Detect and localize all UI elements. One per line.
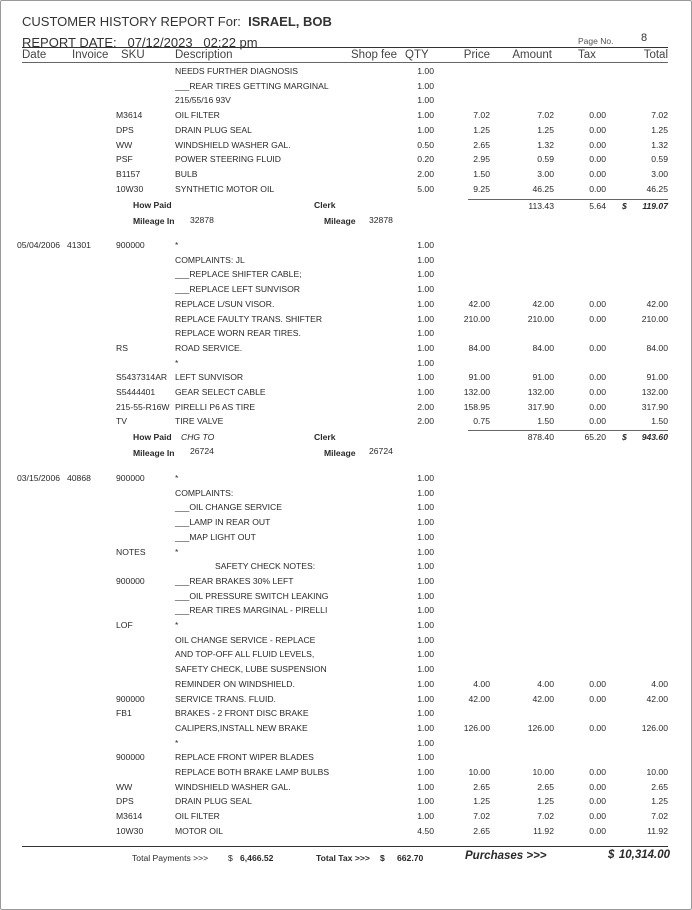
col-description: Description <box>175 49 233 61</box>
total-payments-currency: $ <box>228 853 233 863</box>
line-qty: 1.00 <box>417 605 434 616</box>
col-amount: Amount <box>512 49 552 61</box>
invoice-1-sum-amount: 113.43 <box>528 201 554 211</box>
line-total: 84.00 <box>646 342 668 353</box>
line-desc: MOTOR OIL <box>175 825 224 836</box>
line-total: 132.00 <box>641 387 668 397</box>
line-desc: OIL CHANGE SERVICE - REPLACE <box>175 634 316 645</box>
line-desc: POWER STEERING FLUID <box>175 154 281 165</box>
invoice-2-sum-rule <box>468 430 668 431</box>
line-total: 0.59 <box>651 154 668 165</box>
line-desc: SAFETY CHECK NOTES: <box>215 561 316 572</box>
line-qty: 1.00 <box>417 298 434 309</box>
line-tax: 0.00 <box>589 678 606 689</box>
line-price: 158.95 <box>463 401 490 412</box>
line-desc: REPLACE L/SUN VISOR. <box>175 298 275 309</box>
line-qty: 2.00 <box>417 416 434 427</box>
line-qty: 0.20 <box>417 154 434 165</box>
mileage-in-label: Mileage In <box>133 216 175 226</box>
line-desc: BULB <box>175 168 198 179</box>
col-price: Price <box>463 49 490 61</box>
mileage-value: 26724 <box>369 446 393 456</box>
line-amount: 317.90 <box>527 401 554 412</box>
line-desc: SYNTHETIC MOTOR OIL <box>175 183 275 194</box>
line-desc: TIRE VALVE <box>175 416 224 427</box>
col-date: Date <box>22 49 47 61</box>
line-amount: 91.00 <box>532 372 554 383</box>
line-total: 46.25 <box>646 183 668 194</box>
how-paid-label: How Paid <box>133 200 172 210</box>
line-amount: 132.00 <box>527 387 554 397</box>
line-sku: 900000 <box>116 693 145 704</box>
line-qty: 1.00 <box>417 678 434 689</box>
line-tax: 0.00 <box>589 372 606 383</box>
line-desc: DRAIN PLUG SEAL <box>175 796 252 807</box>
line-desc: GEAR SELECT CABLE <box>175 387 266 397</box>
report-time: 02:22 pm <box>203 35 258 50</box>
line-qty: 1.00 <box>417 767 434 777</box>
line-amount: 1.25 <box>537 796 554 807</box>
line-amount: 210.00 <box>527 313 554 324</box>
invoice-1-currency: $ <box>622 201 627 211</box>
mileage-in-value: 26724 <box>190 446 214 456</box>
line-qty: 1.00 <box>417 796 434 807</box>
mileage-label: Mileage <box>324 448 356 458</box>
line-price: 126.00 <box>463 722 490 733</box>
line-total: 126.00 <box>641 722 668 733</box>
line-amount: 46.25 <box>532 183 554 194</box>
line-tax: 0.00 <box>589 124 606 135</box>
invoice-1-sum-rule <box>468 199 668 200</box>
line-qty: 1.00 <box>417 269 434 280</box>
line-total: 7.02 <box>651 110 668 121</box>
header-rule <box>22 47 668 48</box>
mileage-label: Mileage <box>324 216 356 226</box>
line-desc: ROAD SERVICE. <box>175 342 243 353</box>
line-sku: B1157 <box>116 168 141 179</box>
line-amount: 2.65 <box>537 781 554 792</box>
title-prefix: CUSTOMER HISTORY REPORT For: <box>22 14 241 29</box>
line-tax: 0.00 <box>589 183 606 194</box>
line-desc: ___REPLACE SHIFTER CABLE; <box>175 269 302 280</box>
line-qty: 1.00 <box>417 110 434 121</box>
line-qty: 1.00 <box>417 517 434 528</box>
invoice-2-currency: $ <box>622 432 627 442</box>
line-price: 91.00 <box>468 372 490 383</box>
line-desc: REMINDER ON WINDSHIELD. <box>175 678 295 689</box>
line-qty: 1.00 <box>417 575 434 586</box>
line-desc: LEFT SUNVISOR <box>175 372 244 383</box>
line-sku: TV <box>116 416 127 427</box>
line-desc: REPLACE BOTH BRAKE LAMP BULBS <box>175 767 330 777</box>
line-qty: 1.00 <box>417 124 434 135</box>
line-price: 1.25 <box>473 124 490 135</box>
line-qty: 1.00 <box>417 372 434 383</box>
line-tax: 0.00 <box>589 298 606 309</box>
line-qty: 1.00 <box>417 811 434 822</box>
line-total: 91.00 <box>646 372 668 383</box>
line-amount: 3.00 <box>537 168 554 179</box>
line-qty: 1.00 <box>417 634 434 645</box>
line-qty: 2.00 <box>417 401 434 412</box>
column-rule <box>22 62 668 63</box>
invoice-date: 03/15/2006 <box>17 473 61 483</box>
line-price: 132.00 <box>463 387 490 397</box>
line-qty: 1.00 <box>417 328 434 339</box>
line-tax: 0.00 <box>589 693 606 704</box>
line-price: 7.02 <box>473 110 490 121</box>
line-sku: DPS <box>116 124 134 135</box>
line-sku: 10W30 <box>116 825 144 836</box>
line-amount: 84.00 <box>532 342 554 353</box>
line-total: 210.00 <box>641 313 668 324</box>
invoice-number: 41301 <box>67 240 91 250</box>
line-qty: 1.00 <box>417 342 434 353</box>
line-desc: * <box>175 620 179 630</box>
line-desc: ___MAP LIGHT OUT <box>175 531 256 542</box>
line-desc: PIRELLI P6 AS TIRE <box>175 401 256 412</box>
line-total: 1.50 <box>651 416 668 427</box>
mileage-in-value: 32878 <box>190 215 214 225</box>
line-tax: 0.00 <box>589 110 606 121</box>
line-qty: 1.00 <box>417 531 434 542</box>
line-desc: ___LAMP IN REAR OUT <box>175 517 271 528</box>
clerk-label: Clerk <box>314 200 336 210</box>
line-sku: 900000 <box>116 240 145 250</box>
line-amount: 42.00 <box>532 298 554 309</box>
line-desc: ___OIL CHANGE SERVICE <box>175 502 282 513</box>
line-price: 210.00 <box>463 313 490 324</box>
line-qty: 1.00 <box>417 357 434 368</box>
col-sku: SKU <box>121 49 145 61</box>
line-sku: NOTES <box>116 546 146 557</box>
line-total: 1.25 <box>651 124 668 135</box>
page-number: 8 <box>641 32 648 44</box>
line-total: 317.90 <box>641 401 668 412</box>
line-total: 4.00 <box>651 678 668 689</box>
line-amount: 1.25 <box>537 124 554 135</box>
line-desc: SAFETY CHECK, LUBE SUSPENSION <box>175 664 327 675</box>
line-sku: S5444401 <box>116 387 156 397</box>
line-desc: 215/55/16 93V <box>175 95 231 106</box>
line-desc: BRAKES - 2 FRONT DISC BRAKE <box>175 708 309 719</box>
line-tax: 0.00 <box>589 139 606 150</box>
clerk-label: Clerk <box>314 432 336 442</box>
col-tax: Tax <box>578 49 596 61</box>
line-qty: 1.00 <box>417 546 434 557</box>
line-qty: 1.00 <box>417 708 434 719</box>
invoice-2-sum-amount: 878.40 <box>527 432 554 442</box>
line-desc: WINDSHIELD WASHER GAL. <box>175 139 291 150</box>
line-qty: 1.00 <box>417 313 434 324</box>
line-desc: ___REAR TIRES GETTING MARGINAL <box>175 80 329 91</box>
line-sku: M3614 <box>116 811 143 822</box>
line-sku: FB1 <box>116 708 132 719</box>
line-desc: DRAIN PLUG SEAL <box>175 124 252 135</box>
line-amount: 4.00 <box>537 678 554 689</box>
line-amount: 0.59 <box>537 154 554 165</box>
line-price: 42.00 <box>468 693 490 704</box>
col-total: Total <box>643 49 668 61</box>
line-amount: 7.02 <box>537 110 554 121</box>
line-tax: 0.00 <box>589 416 606 427</box>
line-desc: COMPLAINTS: JL <box>175 254 245 265</box>
col-invoice: Invoice <box>72 49 109 61</box>
line-qty: 5.00 <box>417 183 434 194</box>
line-price: 2.65 <box>473 825 490 836</box>
total-payments-label: Total Payments >>> <box>132 853 209 863</box>
line-price: 42.00 <box>468 298 490 309</box>
line-tax: 0.00 <box>589 387 606 397</box>
line-total: 1.32 <box>651 139 668 150</box>
line-qty: 1.00 <box>417 473 434 483</box>
line-price: 0.75 <box>473 416 490 427</box>
line-amount: 7.02 <box>537 811 554 822</box>
line-tax: 0.00 <box>589 401 606 412</box>
line-price: 1.50 <box>473 168 490 179</box>
line-sku: 215-55-R16W <box>116 401 170 412</box>
line-qty: 1.00 <box>417 284 434 295</box>
line-qty: 1.00 <box>417 561 434 572</box>
line-desc: CALIPERS,INSTALL NEW BRAKE <box>175 722 308 733</box>
line-sku: LOF <box>116 620 133 630</box>
line-price: 9.25 <box>473 183 490 194</box>
line-desc: ___OIL PRESSURE SWITCH LEAKING <box>175 590 329 601</box>
line-price: 2.95 <box>473 154 490 165</box>
line-desc: OIL FILTER <box>175 110 220 121</box>
line-qty: 4.50 <box>417 825 434 836</box>
line-desc: * <box>175 473 179 483</box>
line-desc: REPLACE FRONT WIPER BLADES <box>175 752 314 763</box>
line-sku: 900000 <box>116 575 145 586</box>
line-total: 7.02 <box>651 811 668 822</box>
invoice-1-sum-total: 119.07 <box>642 201 668 211</box>
line-sku: WW <box>116 139 133 150</box>
line-tax: 0.00 <box>589 168 606 179</box>
line-qty: 1.00 <box>417 752 434 763</box>
total-tax-currency: $ <box>380 853 385 863</box>
line-qty: 2.00 <box>417 168 434 179</box>
line-sku: PSF <box>116 154 133 165</box>
line-desc: * <box>175 546 179 557</box>
line-qty: 1.00 <box>417 487 434 498</box>
line-qty: 1.00 <box>417 254 434 265</box>
line-amount: 126.00 <box>527 722 554 733</box>
mileage-in-label: Mileage In <box>133 448 175 458</box>
line-desc: NEEDS FURTHER DIAGNOSIS <box>175 66 299 76</box>
line-sku: WW <box>116 781 133 792</box>
line-qty: 1.00 <box>417 95 434 106</box>
line-price: 2.65 <box>473 781 490 792</box>
line-total: 3.00 <box>651 168 668 179</box>
invoice-date: 05/04/2006 <box>17 240 61 250</box>
invoice-2-sum-total: 943.60 <box>641 432 668 442</box>
total-tax-label: Total Tax >>> <box>316 853 370 863</box>
line-desc: REPLACE FAULTY TRANS. SHIFTER <box>175 313 323 324</box>
line-amount: 11.92 <box>533 825 554 836</box>
line-amount: 1.50 <box>537 416 554 427</box>
line-total: 42.00 <box>646 298 668 309</box>
line-tax: 0.00 <box>589 811 606 822</box>
line-tax: 0.00 <box>589 781 606 792</box>
line-price: 84.00 <box>468 342 490 353</box>
line-total: 42.00 <box>646 693 668 704</box>
line-desc: ___REPLACE LEFT SUNVISOR <box>175 284 300 295</box>
line-desc: * <box>175 357 179 368</box>
line-qty: 1.00 <box>417 693 434 704</box>
line-sku: DPS <box>116 796 134 807</box>
line-desc: COMPLAINTS: <box>175 487 234 498</box>
line-qty: 1.00 <box>417 66 434 76</box>
line-qty: 1.00 <box>417 590 434 601</box>
line-qty: 1.00 <box>417 781 434 792</box>
line-sku: M3614 <box>116 110 143 121</box>
invoice-1-sum-tax: 5.64 <box>589 201 606 211</box>
line-desc: * <box>175 737 179 748</box>
line-price: 2.65 <box>473 139 490 150</box>
mileage-value: 32878 <box>369 215 393 225</box>
line-total: 2.65 <box>651 781 668 792</box>
line-sku: 900000 <box>116 752 145 763</box>
invoice-2-sum-tax: 65.20 <box>584 432 606 442</box>
line-amount: 10.00 <box>532 767 554 777</box>
line-qty: 1.00 <box>417 620 434 630</box>
line-sku: 900000 <box>116 473 145 483</box>
line-qty: 1.00 <box>417 240 434 250</box>
line-desc: WINDSHIELD WASHER GAL. <box>175 781 291 792</box>
total-payments-value: 6,466.52 <box>240 853 274 863</box>
invoice-number: 40868 <box>67 473 91 483</box>
line-qty: 1.00 <box>417 649 434 660</box>
how-paid-label: How Paid <box>133 432 172 442</box>
customer-name: ISRAEL, BOB <box>248 14 332 29</box>
footer-rule <box>22 846 668 847</box>
report-date: 07/12/2023 <box>127 35 193 50</box>
line-desc: REPLACE WORN REAR TIRES. <box>175 328 301 339</box>
line-price: 1.25 <box>473 796 490 807</box>
purchases-value: 10,314.00 <box>618 849 670 861</box>
report-title <box>22 15 332 28</box>
line-qty: 1.00 <box>417 80 434 91</box>
line-amount: 42.00 <box>532 693 554 704</box>
line-desc: SERVICE TRANS. FLUID. <box>175 693 276 704</box>
line-sku: 10W30 <box>116 183 144 194</box>
line-tax: 0.00 <box>589 767 606 777</box>
line-sku: S5437314AR <box>116 372 168 383</box>
line-sku: RS <box>116 342 128 353</box>
line-qty: 1.00 <box>417 722 434 733</box>
line-tax: 0.00 <box>589 825 606 836</box>
purchases-label: Purchases >>> <box>465 850 547 862</box>
line-price: 4.00 <box>473 678 490 689</box>
line-qty: 1.00 <box>417 664 434 675</box>
line-tax: 0.00 <box>589 722 606 733</box>
col-shopfee: Shop fee <box>351 49 398 61</box>
line-total: 11.92 <box>647 825 668 836</box>
line-qty: 1.00 <box>417 502 434 513</box>
line-qty: 1.00 <box>417 737 434 748</box>
line-qty: 0.50 <box>417 139 434 150</box>
line-amount: 1.32 <box>537 139 554 150</box>
purchases-currency: $ <box>608 849 615 861</box>
line-price: 7.02 <box>473 811 490 822</box>
line-desc: OIL FILTER <box>175 811 220 822</box>
line-desc: ___REAR BRAKES 30% LEFT <box>175 575 294 586</box>
line-tax: 0.00 <box>589 342 606 353</box>
col-qty: QTY <box>405 49 429 61</box>
line-tax: 0.00 <box>589 154 606 165</box>
line-desc: * <box>175 240 179 250</box>
line-price: 10.00 <box>468 767 490 777</box>
line-tax: 0.00 <box>589 313 606 324</box>
page-label: Page No. <box>578 36 614 46</box>
report-date-label: REPORT DATE: <box>22 35 117 50</box>
how-paid-value: CHG TO <box>181 432 215 442</box>
total-tax-value: 662.70 <box>397 853 424 863</box>
line-tax: 0.00 <box>589 796 606 807</box>
line-total: 1.25 <box>651 796 668 807</box>
line-desc: AND TOP-OFF ALL FLUID LEVELS, <box>175 649 315 660</box>
line-qty: 1.00 <box>417 387 434 397</box>
line-total: 10.00 <box>646 767 668 777</box>
line-desc: ___REAR TIRES MARGINAL - PIRELLI <box>175 605 328 616</box>
